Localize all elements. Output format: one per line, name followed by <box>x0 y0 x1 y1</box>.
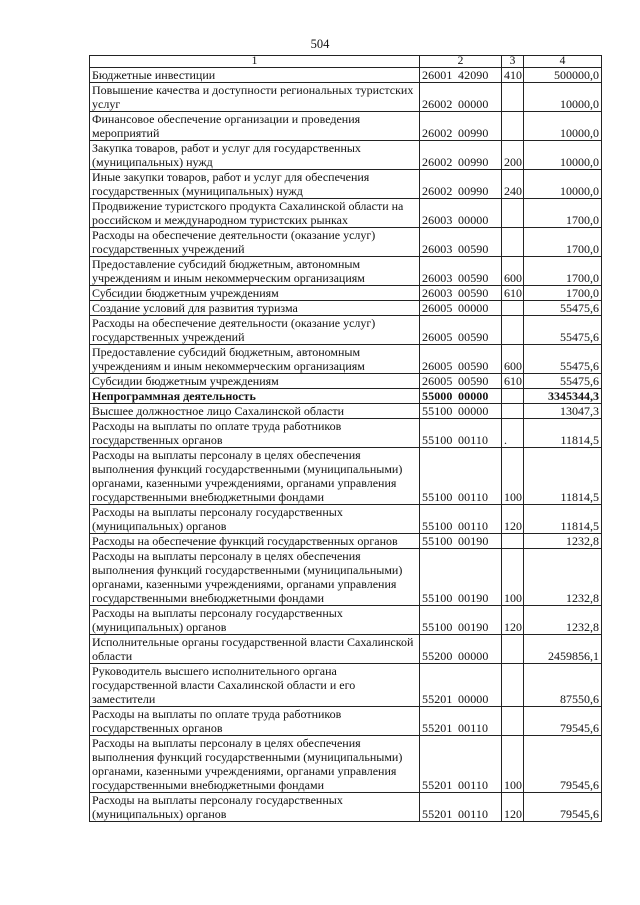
table-header-row <box>90 56 602 68</box>
row-csr-code <box>420 228 502 257</box>
row-csr-part-b: 00000 <box>458 97 489 111</box>
table-row <box>90 199 602 228</box>
row-csr-code <box>420 301 502 316</box>
row-csr-code <box>420 736 502 793</box>
table-row <box>90 301 602 316</box>
row-csr-part-a: 26003 <box>422 213 453 227</box>
row-amount: 87550,6 <box>524 664 602 707</box>
row-name: Закупка товаров, работ и услуг для государственных (муниципальных) нужд <box>90 141 420 170</box>
row-vr-code: 410 <box>502 68 524 83</box>
row-vr-code: . <box>502 419 524 448</box>
row-vr-code: 610 <box>502 374 524 389</box>
row-csr-part-b: 00590 <box>458 330 489 344</box>
row-vr-code: 600 <box>502 257 524 286</box>
row-amount: 10000,0 <box>524 141 602 170</box>
row-csr-part-b: 00190 <box>458 534 489 548</box>
row-csr-code <box>420 316 502 345</box>
row-csr-code <box>420 664 502 707</box>
table-row <box>90 635 602 664</box>
row-csr-part-b: 00110 <box>458 519 489 533</box>
table-row <box>90 606 602 635</box>
row-csr-code <box>420 389 502 404</box>
row-csr-part-b: 00990 <box>458 184 489 198</box>
table-row <box>90 419 602 448</box>
table-row <box>90 534 602 549</box>
row-csr-part-a: 26001 <box>422 68 453 82</box>
row-name: Повышение качества и доступности региональных туристских услуг <box>90 83 420 112</box>
table-row <box>90 228 602 257</box>
row-csr-code <box>420 286 502 301</box>
header-col-vr: 3 <box>502 56 524 68</box>
row-csr-part-a: 55100 <box>422 433 453 447</box>
row-amount: 55475,6 <box>524 345 602 374</box>
row-vr-code: 120 <box>502 793 524 822</box>
table-row <box>90 389 602 404</box>
row-vr-code <box>502 301 524 316</box>
row-vr-code <box>502 112 524 141</box>
row-name: Предоставление субсидий бюджетным, автономным учреждениям и иным некоммерческим организациям <box>90 345 420 374</box>
row-name: Создание условий для развития туризма <box>90 301 420 316</box>
row-csr-part-a: 55100 <box>422 519 453 533</box>
row-name: Руководитель высшего исполнительного органа государственной власти Сахалинской области и его заместители <box>90 664 420 707</box>
row-vr-code: 610 <box>502 286 524 301</box>
row-csr-code <box>420 404 502 419</box>
row-csr-part-b: 00590 <box>458 286 489 300</box>
table-row <box>90 505 602 534</box>
row-vr-code <box>502 534 524 549</box>
row-vr-code: 100 <box>502 549 524 606</box>
row-csr-code <box>420 707 502 736</box>
row-csr-part-a: 26003 <box>422 242 453 256</box>
row-csr-part-a: 55201 <box>422 721 453 735</box>
row-csr-part-a: 26002 <box>422 155 453 169</box>
table-row <box>90 404 602 419</box>
row-amount: 11814,5 <box>524 419 602 448</box>
row-csr-part-b: 00110 <box>458 807 489 821</box>
table-row <box>90 141 602 170</box>
table-row <box>90 664 602 707</box>
row-csr-part-a: 55201 <box>422 778 453 792</box>
row-amount: 79545,6 <box>524 707 602 736</box>
table-row <box>90 345 602 374</box>
row-csr-code <box>420 448 502 505</box>
row-name: Расходы на выплаты по оплате труда работников государственных органов <box>90 419 420 448</box>
row-name: Предоставление субсидий бюджетным, автономным учреждениям и иным некоммерческим организациям <box>90 257 420 286</box>
row-csr-code <box>420 549 502 606</box>
row-csr-code <box>420 505 502 534</box>
row-csr-part-b: 00590 <box>458 242 489 256</box>
table-row <box>90 316 602 345</box>
table-row <box>90 374 602 389</box>
table-row <box>90 793 602 822</box>
table-row <box>90 707 602 736</box>
row-vr-code <box>502 404 524 419</box>
row-csr-part-a: 55100 <box>422 534 453 548</box>
row-amount: 1700,0 <box>524 257 602 286</box>
header-col-amount: 4 <box>524 56 602 68</box>
row-name: Расходы на обеспечение деятельности (оказание услуг) государственных учреждений <box>90 228 420 257</box>
row-csr-part-b: 42090 <box>458 68 489 82</box>
row-csr-part-b: 00190 <box>458 591 489 605</box>
row-amount: 10000,0 <box>524 112 602 141</box>
table-row <box>90 736 602 793</box>
row-csr-part-a: 26005 <box>422 359 453 373</box>
row-csr-part-a: 26003 <box>422 271 453 285</box>
row-name: Расходы на обеспечение деятельности (оказание услуг) государственных учреждений <box>90 316 420 345</box>
row-vr-code: 200 <box>502 141 524 170</box>
page-number: 504 <box>310 37 330 51</box>
table-row <box>90 286 602 301</box>
row-csr-code <box>420 635 502 664</box>
row-name: Расходы на выплаты персоналу в целях обеспечения выполнения функций государственными (муниципальными) органами, казенными учреждениями, органами управления государственными внебюджетными фондами <box>90 549 420 606</box>
row-csr-part-a: 26003 <box>422 286 453 300</box>
row-csr-part-a: 26002 <box>422 97 453 111</box>
row-amount: 79545,6 <box>524 736 602 793</box>
row-vr-code <box>502 664 524 707</box>
row-amount: 55475,6 <box>524 301 602 316</box>
table-row <box>90 112 602 141</box>
row-name: Расходы на выплаты по оплате труда работников государственных органов <box>90 707 420 736</box>
row-name: Расходы на выплаты персоналу государственных (муниципальных) органов <box>90 793 420 822</box>
row-csr-part-b: 00000 <box>458 649 489 663</box>
row-amount: 55475,6 <box>524 374 602 389</box>
table-body <box>90 68 602 822</box>
row-name: Расходы на выплаты персоналу в целях обеспечения выполнения функций государственными (муниципальными) органами, казенными учреждениями, органами управления государственными внебюджетными фондами <box>90 448 420 505</box>
row-csr-code <box>420 141 502 170</box>
row-csr-part-b: 00000 <box>458 301 489 315</box>
header-col-csr: 2 <box>420 56 502 68</box>
row-vr-code: 100 <box>502 448 524 505</box>
row-csr-part-b: 00110 <box>458 433 489 447</box>
row-name: Субсидии бюджетным учреждениям <box>90 374 420 389</box>
row-csr-part-b: 00000 <box>458 404 489 418</box>
row-csr-part-a: 26002 <box>422 184 453 198</box>
row-csr-part-b: 00110 <box>458 721 489 735</box>
row-vr-code <box>502 707 524 736</box>
row-name: Непрограммная деятельность <box>90 389 420 404</box>
row-csr-part-b: 00000 <box>458 692 489 706</box>
row-csr-code <box>420 345 502 374</box>
row-amount: 10000,0 <box>524 170 602 199</box>
row-csr-code <box>420 606 502 635</box>
row-amount: 1232,8 <box>524 549 602 606</box>
row-vr-code <box>502 389 524 404</box>
table-row <box>90 68 602 83</box>
row-csr-part-b: 00000 <box>458 213 489 227</box>
row-vr-code <box>502 635 524 664</box>
row-name: Высшее должностное лицо Сахалинской области <box>90 404 420 419</box>
row-amount: 11814,5 <box>524 448 602 505</box>
row-csr-part-a: 26005 <box>422 330 453 344</box>
row-csr-code <box>420 112 502 141</box>
row-csr-code <box>420 534 502 549</box>
row-csr-part-a: 55201 <box>422 692 453 706</box>
row-csr-part-b: 00110 <box>458 778 489 792</box>
row-amount: 500000,0 <box>524 68 602 83</box>
row-amount: 2459856,1 <box>524 635 602 664</box>
row-csr-part-a: 55100 <box>422 404 453 418</box>
table-row <box>90 448 602 505</box>
row-csr-part-a: 55200 <box>422 649 453 663</box>
row-csr-part-a: 26005 <box>422 374 453 388</box>
row-vr-code: 240 <box>502 170 524 199</box>
row-name: Расходы на выплаты персоналу в целях обеспечения выполнения функций государственными (муниципальными) органами, казенными учреждениями, органами управления государственными внебюджетными фондами <box>90 736 420 793</box>
row-csr-part-b: 00590 <box>458 271 489 285</box>
row-amount: 11814,5 <box>524 505 602 534</box>
row-amount: 1232,8 <box>524 534 602 549</box>
row-amount: 3345344,3 <box>524 389 602 404</box>
table-row <box>90 170 602 199</box>
row-csr-part-a: 55201 <box>422 807 453 821</box>
row-csr-code <box>420 374 502 389</box>
row-amount: 1700,0 <box>524 286 602 301</box>
row-vr-code <box>502 83 524 112</box>
row-csr-part-a: 26002 <box>422 126 453 140</box>
row-name: Иные закупки товаров, работ и услуг для обеспечения государственных (муниципальных) нужд <box>90 170 420 199</box>
row-csr-part-b: 00000 <box>458 389 489 403</box>
row-name: Исполнительные органы государственной власти Сахалинской области <box>90 635 420 664</box>
row-csr-part-b: 00590 <box>458 374 489 388</box>
row-vr-code <box>502 316 524 345</box>
row-csr-code <box>420 257 502 286</box>
row-csr-part-a: 55100 <box>422 591 453 605</box>
row-amount: 1232,8 <box>524 606 602 635</box>
row-csr-part-a: 55000 <box>422 389 453 403</box>
row-vr-code: 100 <box>502 736 524 793</box>
row-name: Расходы на обеспечение функций государственных органов <box>90 534 420 549</box>
header-col-name: 1 <box>90 56 420 68</box>
row-amount: 55475,6 <box>524 316 602 345</box>
row-name: Финансовое обеспечение организации и проведения мероприятий <box>90 112 420 141</box>
row-name: Продвижение туристского продукта Сахалинской области на российском и международном туристских рынках <box>90 199 420 228</box>
row-amount: 10000,0 <box>524 83 602 112</box>
row-vr-code: 120 <box>502 505 524 534</box>
row-vr-code: 120 <box>502 606 524 635</box>
table-row <box>90 257 602 286</box>
table-row <box>90 549 602 606</box>
table-row <box>90 83 602 112</box>
budget-table <box>89 55 602 822</box>
row-vr-code <box>502 199 524 228</box>
row-csr-part-b: 00990 <box>458 126 489 140</box>
row-csr-code <box>420 170 502 199</box>
row-csr-part-a: 55100 <box>422 490 453 504</box>
row-csr-code <box>420 199 502 228</box>
row-amount: 1700,0 <box>524 228 602 257</box>
row-csr-code <box>420 68 502 83</box>
row-name: Субсидии бюджетным учреждениям <box>90 286 420 301</box>
row-csr-part-a: 55100 <box>422 620 453 634</box>
row-name: Расходы на выплаты персоналу государственных (муниципальных) органов <box>90 505 420 534</box>
row-name: Расходы на выплаты персоналу государственных (муниципальных) органов <box>90 606 420 635</box>
row-csr-part-b: 00190 <box>458 620 489 634</box>
row-name: Бюджетные инвестиции <box>90 68 420 83</box>
row-csr-part-b: 00110 <box>458 490 489 504</box>
row-csr-code <box>420 793 502 822</box>
row-csr-part-b: 00590 <box>458 359 489 373</box>
row-amount: 79545,6 <box>524 793 602 822</box>
row-vr-code <box>502 228 524 257</box>
row-csr-part-a: 26005 <box>422 301 453 315</box>
row-vr-code: 600 <box>502 345 524 374</box>
row-csr-code <box>420 83 502 112</box>
row-amount: 13047,3 <box>524 404 602 419</box>
row-csr-part-b: 00990 <box>458 155 489 169</box>
row-amount: 1700,0 <box>524 199 602 228</box>
row-csr-code <box>420 419 502 448</box>
